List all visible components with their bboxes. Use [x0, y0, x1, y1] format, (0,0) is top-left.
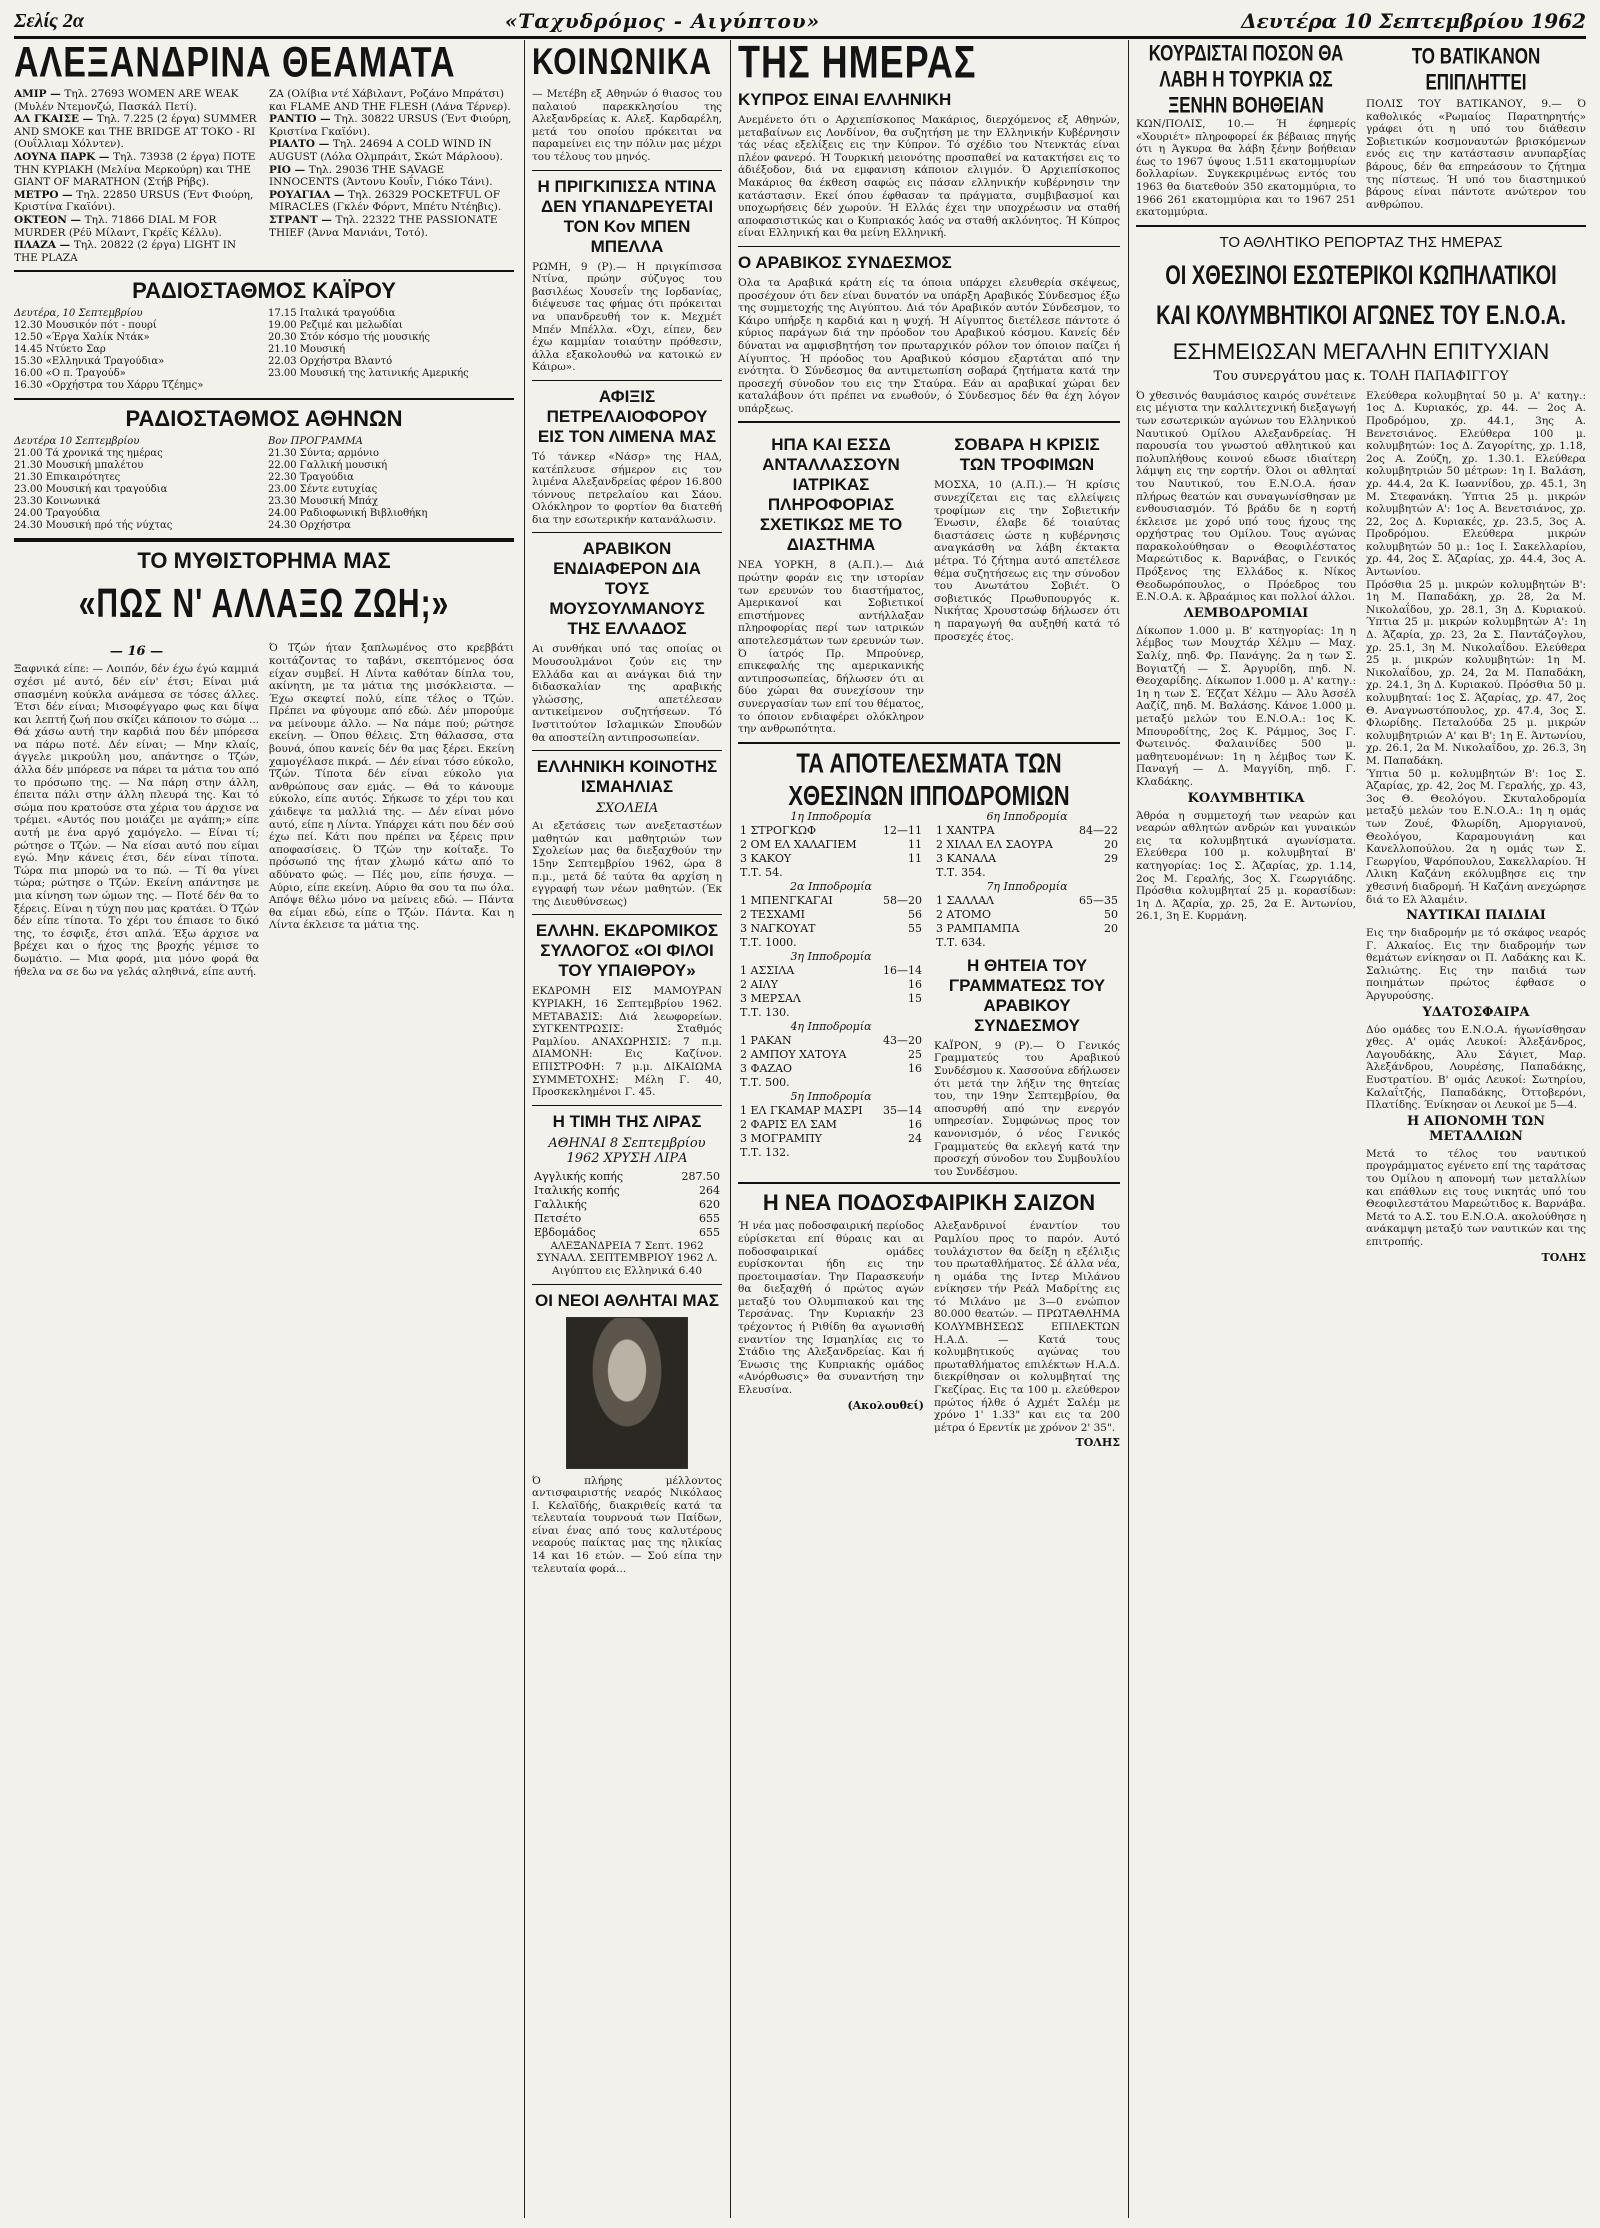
listing-value: ZA (Ολίβια ντέ Χάβιλαντ, Ροζάνο Μπράτσι) και FLAME AND THE FLESH (Λάνα Τέρνερ).	[269, 88, 511, 113]
divider	[14, 538, 514, 542]
price-value: 655	[699, 1225, 720, 1239]
horse-name: 3 ΦΑΖΑΟ	[740, 1061, 793, 1075]
races-results	[738, 810, 1120, 1179]
secretary-headline: Η ΘΗΤΕΙΑ ΤΟΥ ΓΡΑΜΜΑΤΕΩΣ ΤΟΥ ΑΡΑΒΙΚΟΥ ΣΥΝΔΕΣΜΟΥ	[948, 955, 1106, 1035]
sports-body	[1136, 390, 1586, 1264]
listing-key: ΜΕΤΡΟ —	[14, 188, 77, 201]
race-row	[934, 824, 1120, 838]
race-heading: 5η Ιπποδρομία	[790, 1089, 872, 1103]
rowing-subhead: ΛΕΜΒΟΔΡΟΜΙΑΙ	[1183, 605, 1309, 621]
divider	[532, 1284, 722, 1285]
race-heading: 6η Ιπποδρομία	[986, 809, 1068, 823]
schedule-item: 20.30 Στόν κόσμο τής μουσικής	[268, 332, 430, 344]
ismailia-subhead: ΣΧΟΛΕΙΑ	[595, 801, 659, 817]
race-row	[738, 1076, 924, 1090]
social-heading: ΚΟΙΝΩΝΙΚΑ	[532, 41, 713, 83]
horse-name: 2 ΑΤΟΜΟ	[936, 907, 992, 921]
radio-athens-left	[14, 448, 260, 532]
radio-athens-right	[268, 448, 514, 532]
race-heading: 1η Ιπποδρομία	[790, 809, 872, 823]
theatre-entry	[14, 151, 259, 189]
rowing-headline-2: ΚΑΙ ΚΟΛΥΜΒΗΤΙΚΟΙ ΑΓΩΝΕΣ ΤΟΥ Ε.Ν.Ο.Α.	[1156, 300, 1566, 331]
pound-subhead: ΑΘΗΝΑΙ 8 Σεπτεμβρίου 1962 ΧΡΥΣΗ ΛΙΡΑ	[548, 1135, 706, 1166]
horse-name: Τ.Τ. 634.	[936, 935, 986, 949]
theatre-entry	[269, 189, 514, 214]
race-row	[934, 922, 1120, 936]
column-social	[532, 40, 722, 2218]
medals-text: Μετά το τέλος του ναυτικού προγράμματος εγένετο επί της ταράτσας του Ομίλου η απονομή των μεταλλίων και επάθλων εις τους νικητάς υπό του Θεοφιλεστάτου Μαρεώτιδος κ. Βαρνάβα. Μετά το Α.Σ. του Ε.Ν.Ο.Α. ακολούθησε η ανάκαμψη μεταξύ των ναυτικών και της επιτροπής.	[1366, 1147, 1586, 1248]
turkey-aid-headline: ΚΟΥΡΔΙΣΤΑΙ ΠΟΣΟΝ ΘΑ ΛΑΒΗ Η ΤΟΥΡΚΙΑ ΩΣ ΞΕΝΗΝ ΒΟΗΘΕΙΑΝ	[1148, 41, 1344, 118]
race-row	[738, 964, 924, 978]
athletes-text: Ό πλήρης μέλλοντος αντισφαιριστής νεαρός Νικόλαος Ι. Κελαϊδής, διακριθείς κατά τα τελευταία τουρνουά των Παίδων, είναι ένας από τους καλυτέρους νεαρούς παίκτας μας της ηλικίας 14 και 16 ετών. — Σού είπα την τελευταία φορά...	[532, 1474, 722, 1575]
novel-text-right: Ό Τζών ήταν ξαπλωμένος στο κρεββάτι κοιτάζοντας το ταβάνι, σκεπτόμενος όσα είχαν συμβεί. Η Λίντα καθόταν δίπλα του, ακίνητη, με τα μάτια της μισόκλειστα. — Έχω σκεφτεί πολύ, είπε τέλος ο Τζών. Πρέπει να φύγουμε από εδώ. Δέν μπορούμε να μείνουμε άλλο. — Να πάμε πού; ρώτησε εκείνη. — Όπου θέλεις. Στη θάλασσα, στα βουνά, όπου κανείς δέν θα μας ξέρει. Εκείνη χαμογέλασε πικρά. — Δέν είναι τόσο εύκολο, Τζών. Τίποτα δέν είναι εύκολο για ανθρώπους σαν εμάς. — Θά το κάνουμε εύκολο, είπε αυτός. Σήκωσε το χέρι του και χάιδεψε τα μαλλιά της. — Δέν είναι μόνο αυτό, είπε η Λίντα. Υπάρχει κάτι που δέν σού έχω πεί. Κάτι που πρέπει να ξέρεις πριν αποφασίσεις. Ό Τζών την κοίταξε. Το πρόσωπό της ήταν χλωμό κάτω από το αδύνατο φώς. — Πές μου, είπε ήσυχα. — Αύριο, είπε εκείνη. Αύριο θα σου τα πω όλα. Απόψε θέλω μόνο να μείνεις εδώ. — Πάντα θα είμαι εδώ, είπε ο Τζών. Πάντα. Και η Λίντα έκλεισε τα μάτια της.	[269, 642, 514, 932]
horse-name: 1 ΣΤΡΟΓΚΩΦ	[740, 823, 817, 837]
horse-odds: 12—11	[883, 823, 922, 837]
listing-value: Τηλ. 30822 URSUS (Έντ Φιούρη, Κριστίνα Γκαϊόνι).	[269, 113, 512, 138]
tanker-headline: ΑΦΙΞΙΣ ΠΕΤΡΕΛΑΙΟΦΟΡΟΥ ΕΙΣ ΤΟΝ ΛΙΜΕΝΑ ΜΑΣ	[537, 386, 717, 446]
football-text-right: Αλεξανδρινοί έναντίον του Ραμλίου προς το παρόν. Αυτό τουλάχιστον θα δείξη η εξέλιξις του πρωταθλήματος. Σέ άλλα νέα, η ομάδα της Ιντερ Μιλάνου ενίκησεν τήν Ρεάλ Μαδρίτης εις τό Μιλάνο με 3—0 ενώπιον 80.000 θεατών. — ΠΡΩΤΑΘΛΗΜΑ ΚΟΛΥΜΒΗΣΕΩΣ ΕΠΙΛΕΚΤΩΝ Η.Α.Δ. — Κατά τους κολυμβητικούς αγώνας του πρωταθλήματος επιλέκτων Η.Α.Δ. διεκρίθησαν οι κολυμβηταί της Γκεζίρας. Εις τα 100 μ. ελεύθερον πρώτος ήλθε ό Αχμέτ Σαλέμ με χρόνο 1' 1.33" και εις τα 200 μέτρα ό Ερεντίκ με χρόνον 2' 35".	[934, 1220, 1120, 1434]
sports-signature: ΤΟΛΗΣ	[1541, 1250, 1586, 1264]
race-row	[934, 908, 1120, 922]
horse-odds	[850, 1006, 924, 1020]
race-row	[738, 992, 924, 1006]
horse-name: Τ.Τ. 54.	[740, 865, 783, 879]
price-label: Ιταλικής κοπής	[534, 1183, 620, 1197]
column-day	[738, 40, 1120, 2218]
horse-odds: 16	[908, 977, 922, 991]
theatre-entry	[14, 214, 259, 239]
race-row	[738, 894, 924, 908]
vatican-headline: ΤΟ ΒΑΤΙΚΑΝΟΝ ΕΠΙΠΛΗΤΤΕΙ	[1411, 44, 1541, 95]
excursion-text: ΕΚΔΡΟΜΗ ΕΙΣ ΜΑΜΟΥΡΑΝ ΚΥΡΙΑΚΗ, 16 Σεπτεμβρίου 1962. ΜΕΤΑΒΑΣΙΣ: Διά λεωφορείων. ΣΥΓΚΕΝΤΡΩΣΙΣ: Σταθμός Ραμλίου. ΑΝΑΧΩΡΗΣΙΣ: 7 π.μ. ΔΙΑΜΟΝΗ: Εις Καζίνον. ΕΠΙΣΤΡΟΦΗ: 7 μ.μ. ΔΙΚΑΙΩΜΑ ΣΥΜΜΕΤΟΧΗΣ: Μέλη Γ. 40, Προσκεκλημένοι Γ. 45.	[532, 985, 722, 1099]
divider	[532, 750, 722, 751]
radio-athens-date: Δευτέρα 10 Σεπτεμβρίου	[14, 436, 140, 448]
horse-name: Τ.Τ. 354.	[936, 865, 986, 879]
radio-cairo-heading: ΡΑΔΙΟΣΤΑΘΜΟΣ ΚΑΪΡΟΥ	[132, 278, 396, 304]
schedule-item: 23.00 Σέντε ευτυχίας	[268, 484, 378, 496]
day-heading: ΤΗΣ ΗΜΕΡΑΣ	[738, 40, 977, 88]
horse-odds: 16	[908, 1061, 922, 1075]
race-row	[738, 866, 924, 880]
schedule-item: 22.30 Τραγούδια	[268, 472, 354, 484]
schedule-item: 21.00 Τά χρονικά της ημέρας	[14, 448, 163, 460]
race-heading: 2α Ιπποδρομία	[790, 879, 872, 893]
athletes-headline: ΟΙ ΝΕΟΙ ΑΘΛΗΤΑΙ ΜΑΣ	[534, 1290, 719, 1310]
listing-value: Τηλ. 29036 THE SAVAGE INNOCENTS (Άντονυ Κουΐν, Γιόκο Τάνι).	[269, 163, 493, 189]
race-result	[738, 950, 924, 1020]
nautical-subhead: ΝΑΥΤΙΚΑΙ ΠΑΙΔΙΑΙ	[1406, 908, 1546, 924]
horse-name: Τ.Τ. 130.	[740, 1005, 790, 1019]
horse-name: 2 ΟΜ ΕΛ ΧΑΛΑΓΙΕΜ	[740, 837, 857, 851]
horse-name: 2 ΤΕΣΧΑΜΙ	[740, 907, 806, 921]
listing-value: Τηλ. 24694 A COLD WIND IN AUGUST (Λόλα Ολμπράιτ, Σκώτ Μάρλοου).	[269, 138, 503, 163]
theatre-entry	[269, 113, 514, 138]
race-row	[738, 838, 924, 852]
listing-value: Τηλ. 71866 DIAL M FOR MURDER (Ρέϋ Μίλαντ, Γκρέϊς Κέλλυ).	[14, 213, 222, 239]
swimming-results-3: Πρόσθια 25 μ. μικρών κολυμβητών Β': 1η Μ. Παπαδάκη, χρ. 28, 2α Μ. Νικολαΐδου, χρ. 28.1, 3η Δ. Κυριακού. Ύπτια 25 μ. μικρών κολυμβητών Α': 1η Δ. Άζαρία, χρ. 23, 2α Σ. Παντάζογλου, χρ. 25.1, 3η Μ. Νικολαΐδου. Ελεύθερα 25 μ. μικρών κολυμβητών: 1η Μ. Νικολαΐδου, χρ. 24, 2α Μ. Παπαδάκη, χρ. 24.1, 3η Δ. Κυριακού. Πρόσθια 50 μ. κολυμβηταί: 1ος Σ. Άζαρίας, χρ. 47, 2ος Θ. Αναγνωστόπουλος, χρ. 47.4, 3ος Σ. Φλωρίδης. Πεταλούδα 25 μ. μικρών κολυμβητριών Α' και Β': 1η Ε. Άντωνίου, χρ. 26.1, 2α Μ. Νικολαΐδου, χρ. 26.3, 3η Μ. Παπαδάκη.	[1366, 578, 1586, 767]
horse-odds: 11	[908, 837, 922, 851]
price-label: Εβδομάδος	[534, 1225, 596, 1239]
muslims-text: Αι συνθήκαι υπό τας οποίας οι Μουσουλμάνοι ζούν εις την Ελλάδα και αι ανάγκαι διά την διδασκαλίαν της αραβικής γλώσσης, απετέλεσαν αντικείμενον συζητήσεων. Τό Ινστιτούτον Ισλαμικών Σπουδών θα αποστείλη αντιπροσωπείαν.	[532, 643, 722, 744]
listing-key: ΡΙΑΛΤΟ —	[269, 138, 333, 151]
price-value: 264	[699, 1183, 720, 1197]
race-heading: 4η Ιπποδρομία	[790, 1019, 872, 1033]
listing-value: Τηλ. 22850 URSUS (Έντ Φιούρη, Κριστίνα Γκαϊόνι).	[14, 188, 254, 214]
schedule-item: 12.30 Μουσικόν πότ - πουρί	[14, 320, 157, 332]
schedule-item: 17.15 Ιταλικά τραγούδια	[268, 308, 396, 320]
race-result	[738, 1020, 924, 1090]
swimming-results-2: Ελεύθερα κολυμβηταί 50 μ. Α' κατηγ.: 1ος Δ. Κυριακός, χρ. 44. — 2ος Α. Προδρόμου, χρ. 44.1, 3ης Α. Βενετσιάνος. Ελεύθερα 100 μ. κολυμβητών: 1ος Δ. Ζαγορίτης, χρ. 1.18, 2ος Α. Ζούζη, χρ. 1.30.1. Ελεύθερα κολυμβητριών 50 μέτρων: 1η Ι. Βαλάση, χρ. 44.4, 2α Κ. Ιωαννίδου, χρ. 45.1, 3η Μ. Στεφανάκη. Ύπτια 25 μ. μικρών κολυμβητών Α': 1ος Α. Βενετσιάνος, χρ. 22, 2ος Δ. Κυριακές, χρ. 23.5, 3ος Α. Προδρόμου. Ελεύθερα μικρών κολυμβητών 50 μ.: 1ος Ι. Σακελλαρίου, χρ. 44, 2ος Σ. Άζαρίας, χρ. 44.4, 3ος Α. Άντωνίου.	[1366, 389, 1586, 579]
race-row	[738, 1132, 924, 1146]
swimming-subhead: ΚΟΛΥΜΒΗΤΙΚΑ	[1187, 790, 1305, 806]
horse-odds: 65—35	[1079, 893, 1118, 907]
theatres-right	[269, 88, 514, 264]
listing-key: ΡΑΝΤΙΟ —	[269, 113, 335, 126]
column-sports	[1136, 40, 1586, 2218]
schedule-item: 22.00 Γαλλική μουσική	[268, 460, 388, 472]
column-rule	[524, 40, 525, 2218]
theatre-entry	[14, 239, 259, 264]
horse-name: 1 ΡΑΚΑΝ	[740, 1033, 792, 1047]
radio-athens-schedule	[14, 436, 514, 532]
football-body	[738, 1220, 1120, 1449]
listing-key: ΡΙΟ —	[269, 163, 309, 176]
listing-value: Τηλ. 73938 (2 έργα) ΠΟΤΕ ΤΗΝ ΚΥΡΙΑΚΗ (Μελίνα Μερκούρη) και THE GIANT OF MARATHON (Στήβ Ρήβς).	[14, 150, 256, 189]
horse-name: 3 ΚΑΚΟΥ	[740, 851, 792, 865]
novel-body	[14, 642, 514, 978]
horse-odds	[1071, 866, 1120, 880]
horse-name: Τ.Τ. 1000.	[740, 935, 797, 949]
schedule-item: 23.00 Μουσική και τραγούδια	[14, 484, 168, 496]
radio-cairo-schedule	[14, 308, 514, 392]
listing-value: Τηλ. 20822 (2 έργα) LIGHT IN THE PLAZA	[14, 239, 237, 264]
horse-name: 3 ΝΑΓΚΟΥΑΤ	[740, 921, 816, 935]
issue-date: Δευτέρα 10 Σεπτεμβρίου 1962	[1241, 9, 1586, 33]
horse-name: 1 ΑΣΣΙΛΑ	[740, 963, 795, 977]
race-row	[934, 866, 1120, 880]
race-row	[738, 852, 924, 866]
listing-value: Τηλ. 27693 WOMEN ARE WEAK (Μυλέν Ντεμονζώ, Πασκάλ Πετί).	[14, 88, 239, 113]
price-row	[532, 1212, 722, 1226]
divider	[532, 914, 722, 915]
horse-name: 3 ΡΑΜΠΑΜΠΑ	[936, 921, 1020, 935]
divider	[14, 398, 514, 400]
relay-results: Ύπτια 50 μ. κολυμβητών Β': 1ος Σ. Άζαρίας, χρ. 42, 2ος Μ. Γεραλής, χρ. 43, 3ος Θ. Θεολόγου. Σκυταλοδρομία μεταξύ μελών του Ε.Ν.Ο.Α.: 1η η ομάς των Ζουέ, Φλωρίδη, Αμοργιανού, Θεολόγου, Καραμουγιάνη και Κανελλοπούλου. 2α η ομάς των Σ. Γεωργίου, Ψαρόπουλου, Σακελλαρίου. Ή Λλικη Καζάνη εκόλυμβησε εις την χθεσινή διαδρομή. Ή Καζάνη ανεχώρησε διά το Ελ Άλαμέιν.	[1366, 767, 1586, 906]
listing-key: ΟΚΤΕΟΝ —	[14, 213, 85, 226]
horse-odds: 20	[1104, 837, 1118, 851]
rowing-headline-1: ΟΙ ΧΘΕΣΙΝΟΙ ΕΣΩΤΕΡΙΚΟΙ ΚΩΠΗΛΑΤΙΚΟΙ	[1165, 260, 1557, 291]
listing-value: Τηλ. 7.225 (2 έργα) SUMMER AND SMOKE και THE BRIDGE AT TOKO - RI (Ουΐλλιαμ Χόλντεν).	[14, 113, 257, 151]
race-heading: 7η Ιπποδρομία	[986, 879, 1068, 893]
pound-footer: ΑΛΕΞΑΝΔΡΕΙΑ 7 Σεπτ. 1962 ΣΥΝΑΛΛ. ΣΕΠΤΕΜΒΡΙΟΥ 1962 Λ. Αιγύπτου εις Ελληνικά 6.40	[536, 1239, 718, 1277]
schedule-item: 24.00 Τραγούδια	[14, 508, 100, 520]
listing-key: ΠΛΑΖΑ —	[14, 239, 74, 252]
price-row	[532, 1184, 722, 1198]
sports-intro: Ό χθεσινός θαυμάσιος καιρός συνέτεινε εις μέγιστα την καλλιτεχνική διεξαγωγή των εσωτερικών αγώνων του Ελληνικού Ναυτικού Ομίλου Αλεξανδρείας. Ή παρουσία του γνωστού αθλητικού και πολυπλήθους κοινού εδωσε ιδιαίτερη λάμψη εις την εορτήν. Όλοι οι αθληταί του Ναυτικού, του Ε.Ν.Ο.Α. ήσαν πλήρως θεατών και συναγωνίσθησαν με ενθουσιασμόν. Τό βράδυ δε η εορτή έκλεισε με χορό υπό τους ήχους της ορχήστρας του Ομίλου. Τους αγώνας παρακολούθησαν ο Θεοφιλέστατος Μαρεώτιδος κ. Βαρνάβας, ο Γενικός Πρόξενος της Ελλάδος κ. Νίκος Θεοδωρόπουλος, ο Πρόεδρος του Ε.Ν.Ο.Α. κ. Άβραάμιος και πολλοί άλλοι.	[1136, 389, 1356, 604]
divider	[738, 246, 1120, 247]
medals-subhead: Η ΑΠΟΝΟΜΗ ΤΩΝ ΜΕΤΑΛΛΙΩΝ	[1406, 1113, 1546, 1144]
turkey-aid-text: ΚΩΝ/ΠΟΛΙΣ, 10.— Ή έφημερίς «Χουριέτ» πληροφορεί έκ βέβαιας πηγής ότι η Άγκυρα θα λάβη ξένην βοήθειαν έως το 1967 ύψους 1.511 εκατομμυρίων δολλαρίων. Συγκεκριμένως εντός του 1963 θα διατεθούν 350 εκατομμύρια, το 1966 261 εκατομμύρια και το 1967 251 εκατομμύρια.	[1136, 118, 1356, 219]
horse-odds: 50	[1104, 907, 1118, 921]
race-result	[738, 880, 924, 950]
pound-prices	[532, 1170, 722, 1240]
horse-odds: 55	[908, 921, 922, 935]
horse-odds: 29	[1104, 851, 1118, 865]
food-crisis-headline: ΣΟΒΑΡΑ Η ΚΡΙΣΙΣ ΤΩΝ ΤΡΟΦΙΜΩΝ	[954, 435, 1100, 475]
race-row	[934, 936, 1120, 950]
races-left	[738, 810, 924, 1179]
horse-name: 1 ΧΑΝΤΡΑ	[936, 823, 995, 837]
race-row	[934, 894, 1120, 908]
tanker-text: Τό τάνκερ «Νάσρ» της ΗΑΔ, κατέπλευσε σήμερον εις τον λιμένα Αλεξανδρείας φέρον 16.800 τόννους πετρελαίου και Σάου. Ολόκληρον το φορτίον θα διατεθή δια την εσωτερικήν κατανάλωσιν.	[532, 450, 722, 526]
race-row	[738, 978, 924, 992]
listing-key: ΡΟΥΑΓΙΑΛ —	[269, 188, 349, 201]
secretary-text: ΚΑΪΡΟΝ, 9 (Ρ).— Ό Γενικός Γραμματεύς του Αραβικού Συνδέσμου κ. Χασσούνα εδήλωσεν ότι μετά την λήξιν της θητείας του, την 19ην Σεπτεμβρίου, θα αποσυρθή από την ενεργόν υπηρεσίαν. Συμφώνως προς τον κανονισμόν, ό νέος Γενικός Γραμματεύς θα εκλεγή κατά την προσεχή σύνοδον του Συμβουλίου του Συνδέσμου.	[934, 1039, 1120, 1178]
horse-name: 2 ΑΙΛΥ	[740, 977, 778, 991]
author-signature: ΤΟΛΗΣ	[1075, 1436, 1120, 1450]
radio-cairo-right	[268, 308, 514, 392]
novel-name: «ΠΩΣ Ν' ΑΛΛΑΞΩ ΖΩΗ;»	[78, 582, 450, 627]
schedule-item: 21.30 Σύντα; αρμόνιο	[268, 448, 380, 460]
cyprus-headline: ΚΥΠΡΟΣ ΕΙΝΑΙ ΕΛΛΗΝΙΚΗ	[738, 90, 952, 109]
novel-chapter: — 16 —	[109, 644, 164, 660]
horse-name: 2 ΑΜΠΟΥ ΧΑΤΟΥΑ	[740, 1047, 847, 1061]
ismailia-headline: ΕΛΛΗΝΙΚΗ ΚΟΙΝΟΤΗΣ ΙΣΜΑΗΛΙΑΣ	[536, 757, 718, 797]
horse-name: 3 ΚΑΝΑΛΑ	[936, 851, 997, 865]
listing-value: Τηλ. 26329 POCKETFUL OF MIRACLES (Γκλέν Φόρντ, Μπέτυ Ντέηβις).	[269, 188, 502, 214]
race-row	[738, 1104, 924, 1118]
radio-cairo-left	[14, 320, 260, 392]
schedule-item: 24.00 Ραδιοφωνική Βιβλιοθήκη	[268, 508, 428, 520]
space-medicine-headline: ΗΠΑ ΚΑΙ ΕΣΣΔ ΑΝΤΑΛΛΑΣΣΟΥΝ ΙΑΤΡΙΚΑΣ ΠΛΗΡΟΦΟΡΙΑΣ ΣΧΕΤΙΚΩΣ ΜΕ ΤΟ ΔΙΑΣΤΗΜΑ	[759, 435, 903, 555]
horse-name: 1 ΕΛ ΓΚΑΜΑΡ ΜΑΣΡΙ	[740, 1103, 863, 1117]
divider	[1136, 225, 1586, 227]
horse-odds: 24	[908, 1131, 922, 1145]
horse-odds: 16—14	[883, 963, 922, 977]
horse-odds: 25	[908, 1047, 922, 1061]
schedule-item: 23.30 Μουσική Μπάχ	[268, 496, 378, 508]
schedule-item: 12.50 «Έργα Χαλίκ Ντάκ»	[14, 332, 150, 344]
race-result	[934, 880, 1120, 950]
theatres-listing	[14, 88, 514, 264]
news-pair	[738, 429, 1120, 735]
horse-name: Τ.Τ. 132.	[740, 1145, 790, 1159]
schedule-item: 16.00 «Ο π. Τραγούδ»	[14, 368, 126, 380]
column-rule	[1128, 40, 1129, 2218]
schedule-item: 23.30 Κοινωνικά	[14, 496, 101, 508]
space-medicine-text: ΝΕΑ ΥΟΡΚΗ, 8 (Α.Π.).— Διά πρώτην φοράν εις την ιστορίαν των ερευνών του διαστήματος, Αμερικανοί και Σοβιετικοί επιστήμονες αντήλλαξαν πληροφορίας περί των ιατρικών αποτελεσμάτων των ερευνών των. Ό ίατρός Πρ. Μπρούνερ, επικεφαλής της αμερικανικής αντιπροσωπείας, δήλωσεν ότι αι δύο χώραι θα συνεχίσουν την συνεργασίαν των επί του θέματος, το όποιον ενδιαφέρει ολόκληρον την ανθρωπότητα.	[738, 559, 924, 736]
waterpolo-text: Δύο ομάδες του Ε.Ν.Ο.Α. ήγωνίσθησαν χθες. Α' ομάς Λευκοί: Άλεξάνδρος, Λαγουδάκης, Άλυ Σάγιετ, Μαρ. Άλεξάνδρου, Λουρέσης, Παπαδάκης, Ευστρατίου. Β' ομάς Λευκοί: Σωτηρίου, Καλαΐτζής, Παπαδάκης, Όττοβερόνι, Πλατίδης. Ένίκησαν οι Λευκοί με 5—4.	[1366, 1023, 1586, 1112]
listing-key: ΣΤΡΑΝΤ —	[269, 213, 336, 226]
race-row	[738, 1146, 924, 1160]
princess-text: ΡΩΜΗ, 9 (Ρ).— Η πριγκίπισσα Ντίνα, πρώην σύζυγος του βασιλέως Χουσεΐν της Ιορδανίας, διέψευσε τας φήμας ότι πρόκειται να υπανδρευθή τον κ. Μεχμέτ Μπέν Μπέλλα. «Όχι, είπεν, δεν έχω καμμίαν τοιαύτην πρόθεσιν, άλλα εξακολουθώ να κατοικώ εν Κάιρω».	[532, 260, 722, 374]
schedule-item: 16.30 «Ορχήστρα του Χάρρυ Τζέημς»	[14, 380, 204, 392]
column-rule	[730, 40, 731, 2218]
listing-key: ΑΜΙΡ —	[14, 88, 65, 100]
theatre-entry	[269, 164, 514, 189]
food-crisis-text: ΜΟΣΧΑ, 10 (Α.Π.).— Ή κρίσις συνεχίζεται εις τας ελλείψεις τροφίμων εις την Σοβιετικήν Ένωσιν, έλαβε δέ τοιαύτας διαστάσεις ώστε η κυβέρνησις αναγκάσθη να λάβη έκτακτα μέτρα. Τό ζήτημα αυτό απετέλεσε θέμα συζητήσεως εις την σύνοδον του Ανωτάτου Σοβιέτ. Ό σοβιετικός Πρωθυπουργός κ. Νικήτας Χρουστσώφ δήλωσεν ότι η παραγωγή θα αυξηθή κατά τό προσεχές έτος.	[934, 479, 1120, 643]
schedule-item: 21.10 Μουσική	[268, 344, 346, 356]
horse-odds	[867, 936, 924, 950]
theatre-entry	[14, 113, 259, 151]
race-row	[738, 1006, 924, 1020]
muslims-headline: ΑΡΑΒΙΚΟΝ ΕΝΔΙΑΦΕΡΟΝ ΔΙΑ ΤΟΥΣ ΜΟΥΣΟΥΛΜΑΝΟΥΣ ΤΗΣ ΕΛΛΑΔΟΣ	[549, 539, 705, 639]
divider	[14, 270, 514, 272]
schedule-item: 22.03 Ορχήστρα Βλαντό	[268, 356, 393, 368]
ismailia-text: Αι εξετάσεις των ανεξεταστέων μαθητών και μαθητριών των Σχολείων μας θα διεξαχθούν την 15ην Σεπτεμβρίου 1962, ώρα 8 π.μ., μετά δέ ταύτα θα αρχίση η εγγραφή των νέων μαθητών. (Έκ της Διευθύνσεως)	[532, 820, 722, 908]
divider	[532, 170, 722, 171]
horse-odds	[875, 866, 924, 880]
price-value: 287.50	[681, 1169, 720, 1183]
race-row	[934, 838, 1120, 852]
horse-odds	[872, 1076, 924, 1090]
horse-odds: 15	[908, 991, 922, 1005]
race-row	[934, 852, 1120, 866]
divider	[532, 1105, 722, 1106]
radio-athens-program: Βον ΠΡΟΓΡΑΜΜΑ	[268, 436, 363, 448]
race-row	[738, 908, 924, 922]
price-label: Γαλλικής	[534, 1197, 587, 1211]
schedule-item: 15.30 «Ελληνικά Τραγούδια»	[14, 356, 165, 368]
theatre-entry	[269, 138, 514, 163]
novel-text-left: Ξαφνικά είπε: — Λοιπόν, δέν έχω έγώ καμμιά σχέσι μέ αυτό, δέν είν' έτσι; Είναι μιά σπασμένη κούκλα ανάμεσα σε τόσες άλλες. Έτσι δέν είναι; Μισοφέγγαρο φως και δίψα και λεπτή ζωή που σκίζει κάποιον το σώμα ... Θά χάσω αυτή την καρδιά που δέν μπόρεσα να πάρω ποτέ. Δέν είναι; — Μην κλαίς, άγγελε μικρούλη μου, απάντησε ο Τζών, άλλα δέν μπόρεσε να πάρει τα μάτια του από το πρόσωπο της. — Να πάρη στην άλλη, έπειτα πάλι στην άλλη πλευρά της. Και τό σώμα που κρατούσε στα χέρια του άρχισε να τρέμει. «Αυτός που μοιάζει με αγάπη;» είπε αυτή με ένα αργό χαμόγελο. — Είναι τί; ρώτησε ο Τζών. — Να είσαι αυτό που είμαι εγώ. Μην κάνεις έτσι, δέν είναι τίποτα. Τώρα πια μπορώ να το πώ. — Τί θα γίνει τώρα; ρώτησε ο Τζών. Εκείνη απάντησε με μια κίνηση των ώμων της. — Ποτέ δέν θα το ξέρεις. Είναι η τύχη που μας κρατάει. Ό Τζών δέν είπε τίποτα. Το χέρι του έπιασε το δικό της, το έσφιξε, έτσι απλά. Έξω άρχισε να βρέχει και ο ήχος της βροχής γέμισε το δωμάτιο. — Μια φορά, μια μόνο φορά θα ήθελα να σε δω να γελάς αληθινά, είπε αυτή.	[14, 663, 259, 978]
price-value: 655	[699, 1211, 720, 1225]
rowing-results: Δίκωπον 1.000 μ. Β' κατηγορίας: 1η η λέμβος των Μουχτάρ Χέλμυ — Μαχ. Σαλίχ, πηδ. Φρ. Πανάγης. 2α η των Σ. Βογιατζή — Σ. Άργυρίδη, πηδ. Ν. Θεοχαρίδης. Δίκωπον 1.000 μ. Α' κατηγ.: 1η η των Σ. Έζζατ Χέλμυ — Άλυ Άσσέλ Ααζίζ, πηδ. Μ. Βαλάσης. Κάνοε 1.000 μ. μεταξύ μελών του Ε.Ν.Ο.Α.: 1ος Κ. Μπουροδίτης, 2ος Κ. Ράμμος, 3ος Γ. Φωτεινός. Φαλαινίδες 500 μ. μαθητευομένων: 1η η λέμβος των Κ. Παναγή — Δ. Μαγγίδη, πηδ. Γ. Κλαδάκης.	[1136, 624, 1356, 788]
price-row	[532, 1198, 722, 1212]
horse-odds	[1059, 936, 1120, 950]
horse-name: 3 ΜΕΡΣΑΛ	[740, 991, 801, 1005]
price-label: Πετσέτο	[534, 1211, 582, 1225]
horse-odds: 84—22	[1079, 823, 1118, 837]
continued-note: (Ακολουθεί)	[847, 1398, 924, 1412]
divider	[532, 380, 722, 381]
divider	[532, 532, 722, 533]
horse-odds: 35—14	[883, 1103, 922, 1117]
listing-value: Τηλ. 22322 THE PASSIONATE THIEF (Άννα Μανιάνι, Τοτό).	[269, 213, 498, 239]
price-label: Αγγλικής κοπής	[534, 1169, 623, 1183]
vatican-text: ΠΟΛΙΣ ΤΟΥ ΒΑΤΙΚΑΝΟΥ, 9.— Ό καθολικός «Ρωμαίος Παρατηρητής» γράφει ότι η υπό του διάθεσιν Σοβιετικών κοσμοναυτών βρισκόμενων ενός εις την κατάστασιν ανυπαρξίας βάρους, δέν θα επηρεάσουν το ζήτημα της πίστεως. Ή υπό του διαστημικού βάρους είναι πάντοτε ανώτερον του ανθρώπου.	[1366, 98, 1586, 211]
schedule-item: 19.00 Ρεζιμέ και μελωδίαι	[268, 320, 403, 332]
price-value: 620	[699, 1197, 720, 1211]
sports-byline: Του συνεργάτου μας κ. ΤΟΛΗ ΠΑΠΑΦΙΓΓΟΥ	[1213, 368, 1509, 384]
schedule-item: 21.30 Επικαιρότητες	[14, 472, 121, 484]
horse-name: 3 ΜΟΓΡΑΜΠΥ	[740, 1131, 822, 1145]
horse-odds	[877, 1146, 924, 1160]
horse-odds: 56	[908, 907, 922, 921]
price-row	[532, 1226, 722, 1240]
social-intro: — Μετέβη εξ Αθηνών ό θιασος του παλαιού παρεκκλησίου της Αλεξανδρείας κ. Αλεξ. Καρδαρέλη, μετά του οποίου πρόκειται να παραμείνει εις την πόλιν μας μέχρι του τέλους του μηνός.	[532, 88, 722, 163]
arab-league-text: Όλα τα Αραβικά κράτη είς τα όποια υπάρχει ελευθερία σκέψεως, προσέχουν ότι δεν είναι δυνατόν να υπάρξη Αραβικός Σύνδεσμος έξω της συμμετοχής της Αιγύπτου. Διά τόν Αραβικόν αυτόν Σύνδεσμον, το Κάιρο υπήρξε η καρδιά και η ψυχή. Ή Αίγυπτος διετέλεσε πάντοτε ό κύριος παράγων διά την πρόοδον του Αραβικού κόσμου. Κανείς δέν δύναται να αμφισβητήση τον πρωταρχικόν ρόλον τον όποιον παίζει ή Αίγυπτος. Ή πρόοδος του Αραβικού κόσμου εξαρτάται από την ενότητα. Ό Σύνδεσμος θα αντιμετωπίση σοβαρά ζητήματα κατά την προσεχή σύνοδον του εις την Σταύρα. Εάν αι αραβικαί χώραι δεν καταλάβουν ότι πρέπει να ενωθούν, ό Σύνδεσμος δέν θα έχη λόγον υπάρξεως.	[738, 276, 1120, 415]
race-row	[738, 1118, 924, 1132]
theatres-left	[14, 88, 259, 264]
races-box	[738, 742, 1120, 1185]
listing-key: ΑΛ ΓΚΑΙΣΕ —	[14, 113, 97, 126]
race-result	[738, 810, 924, 880]
rowing-headline-3: ΕΣΗΜΕΙΩΣΑΝ ΜΕΓΑΛΗΝ ΕΠΙΤΥΧΙΑΝ	[1172, 338, 1550, 364]
novel-heading: ΤΟ ΜΥΘΙΣΤΟΡΗΜΑ ΜΑΣ	[137, 548, 391, 574]
theatres-heading: ΑΛΕΞΑΝΔΡΙΝΑ ΘΕΑΜΑΤΑ	[14, 40, 456, 87]
pound-headline: Η ΤΙΜΗ ΤΗΣ ΛΙΡΑΣ	[552, 1111, 702, 1131]
horse-odds: 43—20	[883, 1033, 922, 1047]
football-text-left: Ή νέα μας ποδοσφαιρική περίοδος εύρίσκεται επί θύραις και αι ποδοσφαιρικαί ομάδες ευρίσκονται ήδη εις την προετοιμασίαν. Την Παρασκευήν θα διεξαχθή ό πρώτος αγών μεταξύ του Ολυμπιακού και της Τερσάνας. Την Κυριακήν 23 τρέχοντος ή Ριθίδη θα αγωνισθή εναντίον της Ισμαηλίας εις το Στάδιο της Αλεξανδρείας. Και ή Ένωσις της Κυπριακής ομάδος «Ανόρθωσις» θα συναντήση την Ελευσίνα.	[738, 1220, 924, 1397]
paper-name: «Ταχυδρόμος - Αιγύπτου»	[504, 9, 821, 33]
masthead	[14, 6, 1586, 39]
horse-name: 2 ΦΑΡΙΣ ΕΛ ΣΑΜ	[740, 1117, 837, 1131]
race-row	[738, 1062, 924, 1076]
races-right	[934, 810, 1120, 950]
race-row	[738, 1048, 924, 1062]
race-row	[738, 824, 924, 838]
schedule-item: 14.45 Ντύετο Σαρ	[14, 344, 106, 356]
princess-headline: Η ΠΡΙΓΚΙΠΙΣΣΑ ΝΤΙΝΑ ΔΕΝ ΥΠΑΝΔΡΕΥΕΤΑΙ ΤΟΝ Κον ΜΠΕΝ ΜΠΕΛΛΑ	[537, 176, 717, 256]
theatre-entry	[269, 214, 514, 239]
schedule-item: 24.30 Μουσική πρό τής νύχτας	[14, 520, 173, 532]
schedule-item: 24.30 Ορχήστρα	[268, 520, 351, 532]
horse-odds: 58—20	[883, 893, 922, 907]
price-row	[532, 1170, 722, 1184]
top-news	[1136, 40, 1586, 219]
arab-league-headline: Ο ΑΡΑΒΙΚΟΣ ΣΥΝΔΕΣΜΟΣ	[738, 252, 952, 272]
race-row	[738, 936, 924, 950]
column-entertainment	[14, 40, 514, 2218]
excursion-headline: ΕΛΛΗΝ. ΕΚΔΡΟΜΙΚΟΣ ΣΥΛΛΟΓΟΣ «ΟΙ ΦΙΛΟΙ ΤΟΥ ΥΠΑΙΘΡΟΥ»	[535, 921, 719, 981]
waterpolo-subhead: ΥΔΑΤΟΣΦΑΙΡΑ	[1422, 1004, 1530, 1020]
race-heading: 3η Ιπποδρομία	[790, 949, 872, 963]
listing-key: ΛΟΥΝΑ ΠΑΡΚ —	[14, 150, 114, 163]
cyprus-text: Ανεμένετο ότι ο Αρχιεπίσκοπος Μακάριος, διερχόμενος εξ Αθηνών, μεταβαίνων εις Λονδίνον, θα συζητήση με την Ελληνικήν Κυβέρνησιν τάς νέας εξελίξεις εις την Κύπρον. Τό σχέδιο του Ντενκτάς είναι πλέον φανερό. Ή Τουρκική μειονότης προσπαθεί να κατακτήσει εις το άδιέξοδον, διά να εμφανιση κάποιον ελιγμόν. Ό Αρχιεπίσκοπος Μακάριος θα έκθεση σαφώς εις πάσαν ελληνικήν κυβέρνησιν την κατάστασιν. Εκεί όπου έφθασαν τα πράγματα, συμβιβασμοί και υποχωρήσεις δέν χωρούν. Ή Ελλάς έχει την υποχρέωσιν να σταθή αποφασιστικώς και ο Κυπριακός λαός να σταθή ακλόνητος. Ή Κύπρος είναι Ελληνική και θα μείνη Ελληνική.	[738, 114, 1120, 240]
radio-athens-heading: ΡΑΔΙΟΣΤΑΘΜΟΣ ΑΘΗΝΩΝ	[125, 406, 403, 432]
horse-odds: 20	[1104, 921, 1118, 935]
athlete-portrait-photo	[566, 1317, 688, 1469]
horse-name: 2 ΧΙΛΑΛ ΕΛ ΣΑΟΥΡΑ	[936, 837, 1053, 851]
horse-name: Τ.Τ. 500.	[740, 1075, 790, 1089]
horse-name: 1 ΜΠΕΝΓΚΑΓΑΙ	[740, 893, 833, 907]
football-headline: Η ΝΕΑ ΠΟΔΟΣΦΑΙΡΙΚΗ ΣΑΙΖΟΝ	[762, 1190, 1096, 1216]
theatre-entry	[14, 189, 259, 214]
nautical-text: Εις την διαδρομήν με τό σκάφος νεαρός Γ. Αλκαίος. Εις την διαδρομήν των θεμάτων ενίκησαν οι Π. Λαδάκης και Κ. Σαλιώτης. Εις την παιδιά των ποιημάτων πρώτος έφθασε ο Άργυρούσης.	[1366, 927, 1586, 1003]
swimming-results: Άθρόα η συμμετοχή των νεαρών και νεαρών αθλητών ανδρών και γυναικών εις τα κολυμβητικά αγωνίσματα. Ελεύθερα 100 μ. κολυμβηταί Β' κατηγορίας: 1ος Σ. Άζαρίας, χρ. 1.14, 2ος Μ. Γεραλής, 3ος Χ. Γεωργιάδης. Πρόσθια κολυμβηταί 25 μ. κορασίδων: 1η Δ. Άζαρία, χρ. 25, 2α Ε. Άντωνίου, 26.1, 3η Ε. Κυρμάνη.	[1136, 809, 1356, 923]
sports-banner: ΤΟ ΑΘΛΗΤΙΚΟ ΡΕΠΟΡΤΑΖ ΤΗΣ ΗΜΕΡΑΣ	[1219, 233, 1503, 251]
race-row	[738, 922, 924, 936]
radio-cairo-date: Δευτέρα, 10 Σεπτεμβρίου	[14, 308, 143, 320]
schedule-item: 23.00 Μουσική της λατινικής Αμερικής	[268, 368, 469, 380]
horse-odds: 16	[908, 1117, 922, 1131]
races-headline: ΤΑ ΑΠΟΤΕΛΕΣΜΑΤΑ ΤΩΝ ΧΘΕΣΙΝΩΝ ΙΠΠΟΔΡΟΜΙΩΝ	[788, 747, 1070, 812]
race-result	[738, 1090, 924, 1160]
page-number: Σελίς 2α	[14, 9, 84, 32]
schedule-item: 21.30 Μουσική μπαλέτου	[14, 460, 144, 472]
horse-name: 1 ΣΑΛΛΑΛ	[936, 893, 994, 907]
race-row	[738, 1034, 924, 1048]
divider	[738, 421, 1120, 423]
horse-odds: 11	[908, 851, 922, 865]
race-result	[934, 810, 1120, 880]
